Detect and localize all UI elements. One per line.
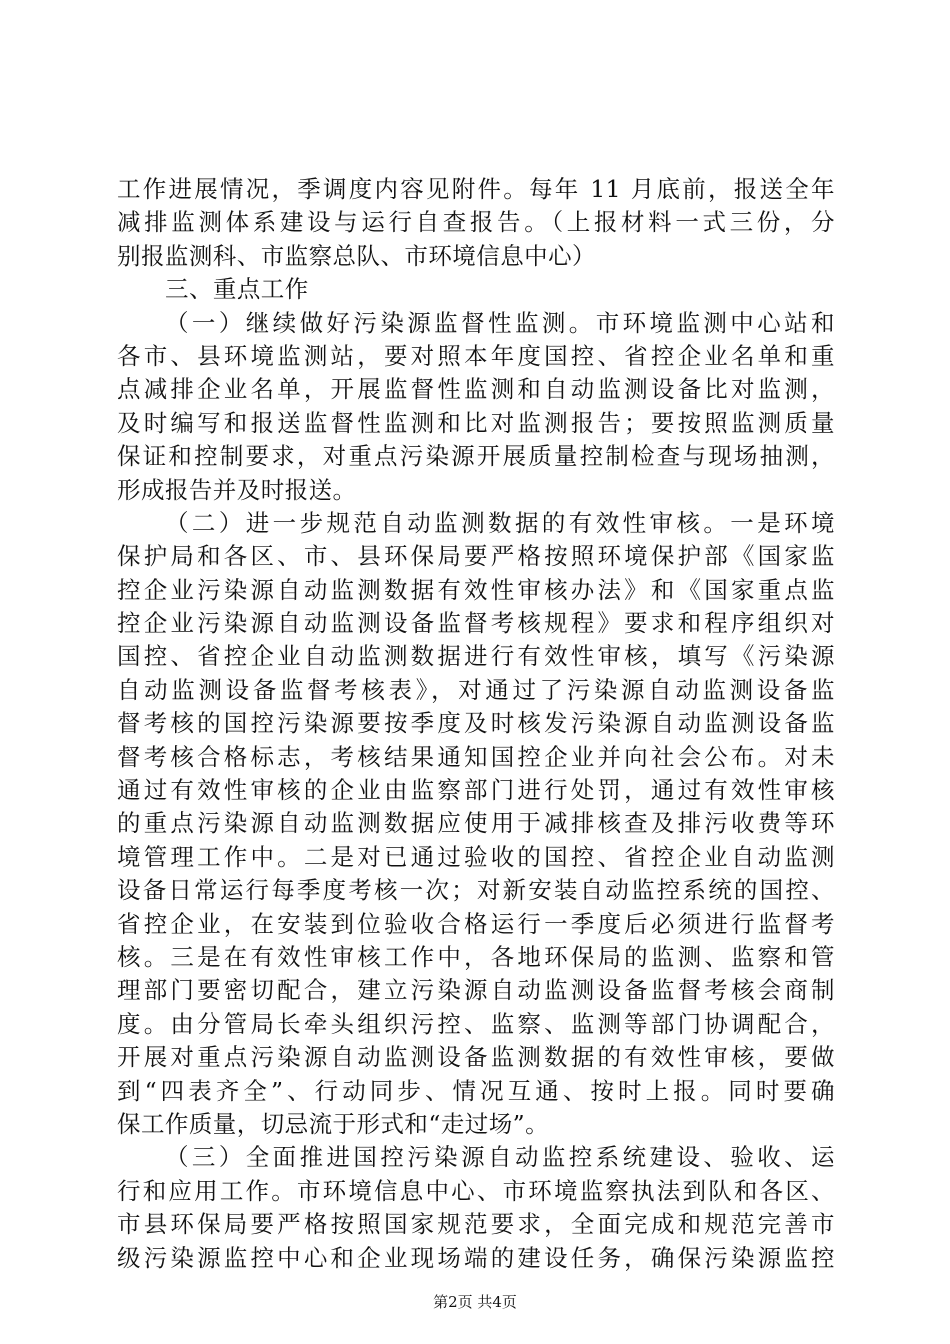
page-footer: [0, 1291, 950, 1312]
text-line: 别报监测科、市监察总队、市环境信息中心）: [117, 241, 596, 270]
paragraph-first-line: （三）全面推进国控污染源自动监控系统建设、验收、运: [165, 1143, 835, 1172]
text-line: 保护局和各区、市、县环保局要严格按照环境保护部《国家监: [117, 542, 835, 571]
text-line: 开展对重点污染源自动监测设备监测数据的有效性审核，要做: [117, 1043, 835, 1072]
text-line: 行和应用工作。市环境信息中心、市环境监察执法到队和各区、: [117, 1176, 835, 1205]
text-line: 市县环保局要严格按照国家规范要求，全面完成和规范完善市: [117, 1210, 835, 1239]
text-line: 保证和控制要求，对重点污染源开展质量控制检查与现场抽测，: [117, 442, 835, 471]
text-line: 督考核的国控污染源要按季度及时核发污染源自动监测设备监: [117, 709, 835, 738]
text-line: 通过有效性审核的企业由监察部门进行处罚，通过有效性审核: [117, 776, 835, 805]
text-line: 设备日常运行每季度考核一次；对新安装自动监控系统的国控、: [117, 876, 835, 905]
text-line: 及时编写和报送监督性监测和比对监测报告；要按照监测质量: [117, 408, 835, 437]
text-line: 自动监测设备监督考核表》，对通过了污染源自动监测设备监: [117, 675, 835, 704]
text-line: 督考核合格标志，考核结果通知国控企业并向社会公布。对未: [117, 742, 835, 771]
text-line: 控企业污染源自动监测设备监督考核规程》要求和程序组织对: [117, 609, 835, 638]
text-line: 级污染源监控中心和企业现场端的建设任务，确保污染源监控: [117, 1243, 835, 1272]
text-line: 形成报告并及时报送。: [117, 475, 357, 504]
document-body: [117, 173, 835, 1275]
paragraph-first-line: （二）进一步规范自动监测数据的有效性审核。一是环境: [165, 508, 835, 537]
text-line: 点减排企业名单，开展监督性监测和自动监测设备比对监测，: [117, 375, 835, 404]
paragraph-first-line: （一）继续做好污染源监督性监测。市环境监测中心站和: [165, 308, 835, 337]
text-line: 省控企业，在安装到位验收合格运行一季度后必须进行监督考: [117, 909, 835, 938]
text-line: 工作进展情况，季调度内容见附件。每年 11 月底前，报送全年: [117, 175, 835, 203]
text-line: 保工作质量，切忌流于形式和“走过场”。: [117, 1109, 550, 1138]
text-line: 减排监测体系建设与运行自查报告。（上报材料一式三份，分: [117, 208, 835, 237]
text-line: 控企业污染源自动监测数据有效性审核办法》和《国家重点监: [117, 575, 835, 604]
text-line: 境管理工作中。二是对已通过验收的国控、省控企业自动监测: [117, 842, 835, 871]
text-line: 的重点污染源自动监测数据应使用于减排核查及排污收费等环: [117, 809, 835, 838]
text-line: 度。由分管局长牵头组织污控、监察、监测等部门协调配合，: [117, 1009, 835, 1038]
text-line: 理部门要密切配合，建立污染源自动监测设备监督考核会商制: [117, 976, 835, 1005]
text-line: 各市、县环境监测站，要对照本年度国控、省控企业名单和重: [117, 341, 835, 370]
text-line: 核。三是在有效性审核工作中，各地环保局的监测、监察和管: [117, 942, 835, 971]
text-line: 国控、省控企业自动监测数据进行有效性审核，填写《污染源: [117, 642, 835, 671]
section-heading: 三、重点工作: [165, 275, 309, 304]
text-line: 到“四表齐全”、行动同步、情况互通、按时上报。同时要确: [117, 1076, 835, 1105]
page-number-label: 第2页 共4页: [433, 1293, 517, 1311]
